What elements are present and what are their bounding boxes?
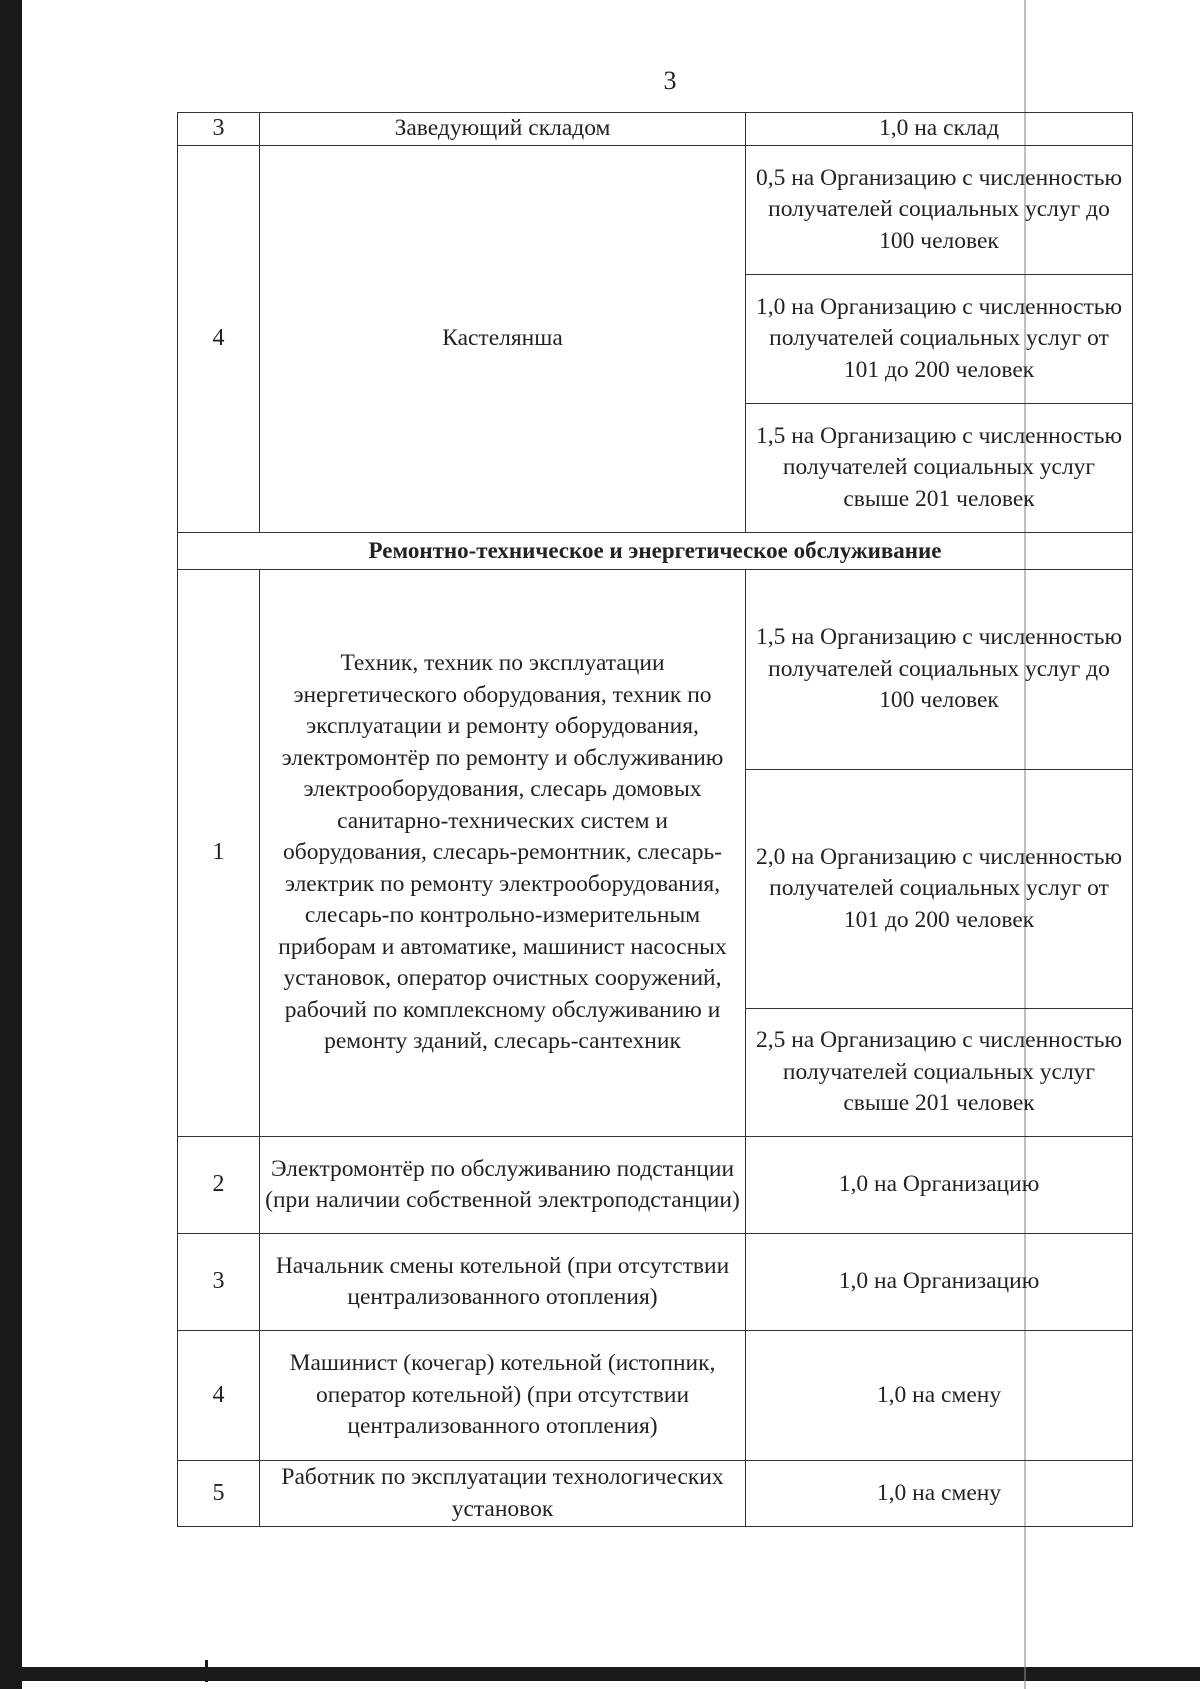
position-cell: Заведующий складом: [260, 113, 746, 146]
table-row: [178, 570, 1133, 770]
norm-cell: 1,0 на Организацию с численностью получателей социальных услуг от 101 до 200 человек: [746, 275, 1133, 404]
norm-cell: 1,0 на смену: [746, 1331, 1133, 1461]
norm-cell: 2,5 на Организацию с численностью получателей социальных услуг свыше 201 человек: [746, 1009, 1133, 1137]
norm-cell: 1,0 на склад: [746, 113, 1133, 146]
table-row: [178, 1331, 1133, 1461]
section-row: [178, 533, 1133, 570]
norm-cell: 1,5 на Организацию с численностью получателей социальных услуг до 100 человек: [746, 570, 1133, 770]
row-number: 5: [178, 1461, 260, 1527]
position-cell: Машинист (кочегар) котельной (истопник, оператор котельной) (при отсутствии централизованного отопления): [260, 1331, 746, 1461]
page-number: 3: [663, 66, 677, 95]
table-row: [178, 1461, 1133, 1527]
row-number: 3: [178, 113, 260, 146]
norm-cell: 1,0 на Организацию: [746, 1137, 1133, 1234]
position-cell: Кастелянша: [260, 146, 746, 533]
position-cell: Техник, техник по эксплуатации энергетического оборудования, техник по эксплуатации и ремонту оборудования, электромонтёр по ремонту и обслуживанию электрооборудования, слесарь домовых санитарно-технических систем и оборудования, слесарь-ремонтник, слесарь-электрик по ремонту электрооборудования, слесарь-по контрольно-измерительным приборам и автоматике, машинист насосных установок, оператор очистных сооружений, рабочий по комплексному обслуживанию и ремонту зданий, слесарь-сантехник: [260, 570, 746, 1137]
position-cell: Начальник смены котельной (при отсутствии централизованного отопления): [260, 1234, 746, 1331]
table-row: [178, 1234, 1133, 1331]
norm-cell: 1,5 на Организацию с численностью получателей социальных услуг свыше 201 человек: [746, 404, 1133, 533]
scan-left-edge: [0, 0, 22, 1689]
table-row: [178, 1137, 1133, 1234]
norm-cell: 2,0 на Организацию с численностью получателей социальных услуг от 101 до 200 человек: [746, 770, 1133, 1009]
norm-cell: 0,5 на Организацию с численностью получателей социальных услуг до 100 человек: [746, 146, 1133, 275]
row-number: 1: [178, 570, 260, 1137]
norm-cell: 1,0 на Организацию: [746, 1234, 1133, 1331]
row-number: 4: [178, 1331, 260, 1461]
section-title: Ремонтно-техническое и энергетическое обслуживание: [178, 533, 1133, 570]
position-cell: Электромонтёр по обслуживанию подстанции (при наличии собственной электроподстанции): [260, 1137, 746, 1234]
norm-cell: 1,0 на смену: [746, 1461, 1133, 1527]
row-number: 3: [178, 1234, 260, 1331]
table-row: [178, 113, 1133, 146]
scan-bottom-tick: [205, 1660, 208, 1682]
position-cell: Работник по эксплуатации технологических установок: [260, 1461, 746, 1527]
staffing-table: [177, 112, 1133, 1527]
row-number: 4: [178, 146, 260, 533]
row-number: 2: [178, 1137, 260, 1234]
table-row: [178, 146, 1133, 275]
